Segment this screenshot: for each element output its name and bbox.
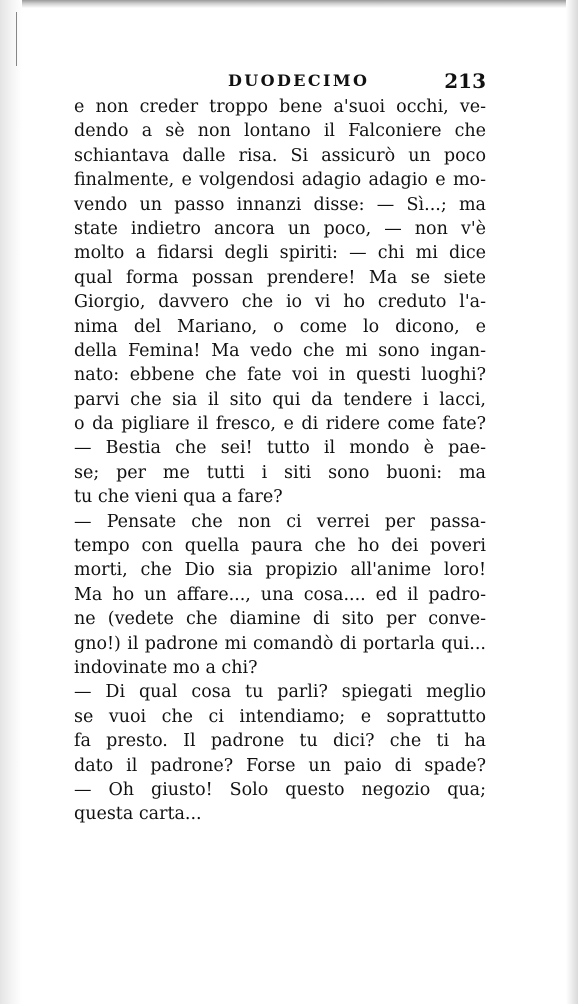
- text-line: se vuoi che ci intendiamo; e soprattutto: [74, 706, 486, 727]
- text-line: state indietro ancora un poco, — non v'è: [74, 218, 486, 239]
- page-top-edge: [0, 0, 578, 8]
- text-line: gno!) il padrone mi comandò di portarla qui...: [74, 633, 486, 654]
- page-edge-shadow: [566, 0, 578, 1004]
- text-line: nato: ebbene che fate voi in questi luoghi?: [74, 365, 486, 386]
- text-line: vendo un passo innanzi disse: — Sì...; ma: [74, 194, 486, 215]
- running-title: DUODECIMO: [228, 71, 370, 90]
- text-line: molto a fidarsi degli spiriti: — chi mi dice: [74, 243, 486, 264]
- text-line: schiantava dalle risa. Si assicurò un poco: [74, 145, 486, 166]
- text-line: tu che vieni qua a fare?: [74, 487, 283, 508]
- text-line: — Bestia che sei! tutto il mondo è pae-: [74, 438, 486, 459]
- text-line: morti, che Dio sia propizio all'anime loro!: [74, 560, 486, 581]
- gutter-mark: [16, 12, 17, 66]
- page-header: [228, 71, 486, 95]
- text-line: tempo con quella paura che ho dei poveri: [74, 536, 486, 557]
- text-line: fa presto. Il padrone tu dici? che ti ha: [74, 731, 486, 752]
- page-number: 213: [444, 69, 486, 93]
- text-line: — Di qual cosa tu parli? spiegati meglio: [74, 682, 486, 703]
- binding-shadow: [0, 0, 22, 1004]
- text-line: dato il padrone? Forse un paio di spade?: [74, 755, 486, 776]
- text-line: o da pigliare il fresco, e di ridere come fate?: [74, 414, 486, 435]
- text-line: dendo a sè non lontano il Falconiere che: [74, 121, 486, 142]
- text-line: Ma ho un affare..., una cosa.... ed il padro-: [74, 584, 486, 605]
- text-line: qual forma possan prendere! Ma se siete: [74, 267, 486, 288]
- text-line: Giorgio, davvero che io vi ho creduto l'a-: [74, 292, 486, 313]
- text-line: e non creder troppo bene a'suoi occhi, ve-: [74, 97, 486, 117]
- text-line: parvi che sia il sito qui da tendere i lacci,: [74, 389, 486, 410]
- text-line: se; per me tutti i siti sono buoni: ma: [74, 462, 486, 483]
- text-line: questa carta...: [74, 804, 202, 825]
- text-line: finalmente, e volgendosi adagio adagio e mo-: [74, 170, 486, 191]
- text-line: della Femina! Ma vedo che mi sono ingan-: [74, 340, 486, 361]
- text-line: ne (vedete che diamine di sito per conve-: [74, 609, 486, 630]
- text-line: — Pensate che non ci verrei per passa-: [74, 511, 486, 532]
- text-line: indovinate mo a chi?: [74, 657, 258, 678]
- body-text: [74, 95, 486, 827]
- text-line: nima del Mariano, o come lo dicono, e: [74, 316, 486, 337]
- text-line: — Oh giusto! Solo questo negozio qua;: [74, 779, 486, 800]
